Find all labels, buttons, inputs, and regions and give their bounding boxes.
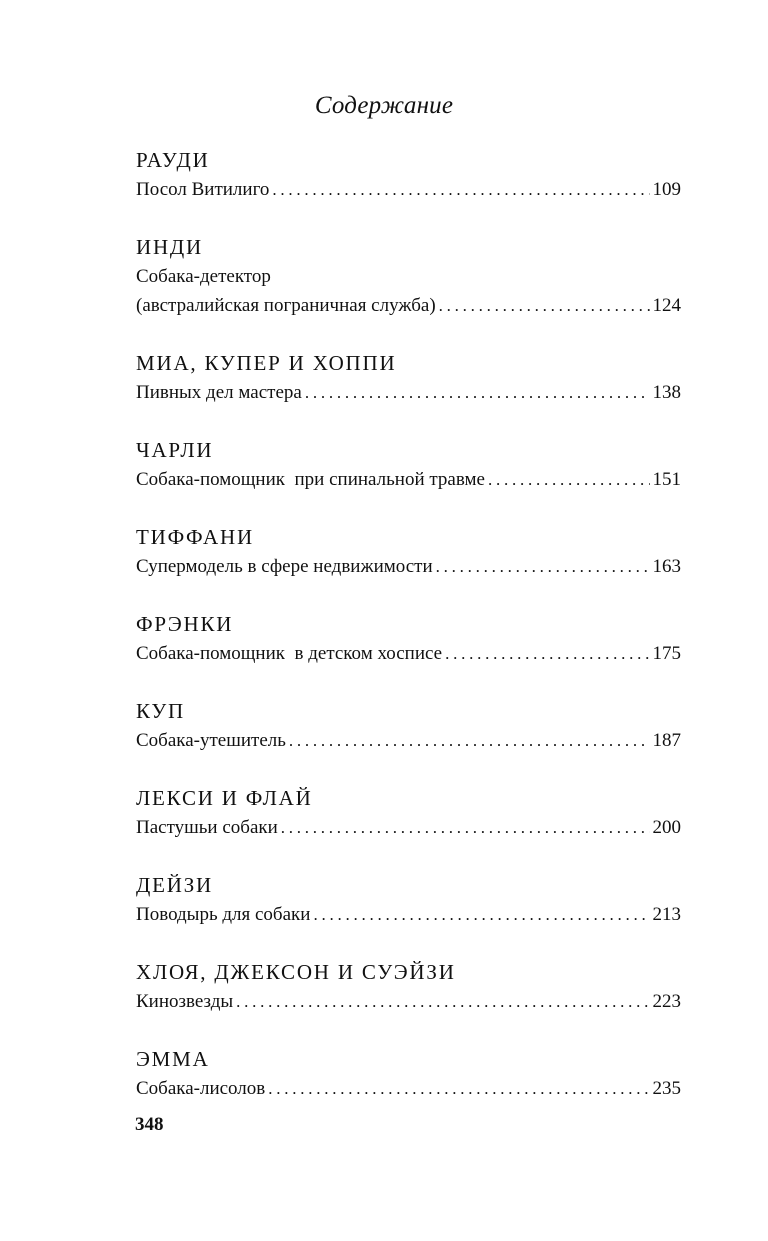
entry-page-number: 223 <box>652 991 681 1012</box>
entry-title: Кинозвезды <box>136 991 234 1012</box>
dot-leader <box>272 175 649 204</box>
dot-leader <box>313 900 649 929</box>
toc-entry <box>136 784 681 842</box>
entry-line <box>136 813 681 842</box>
toc-entry <box>136 697 681 755</box>
entry-line <box>136 987 681 1016</box>
entry-title: Посол Витилиго <box>136 179 270 200</box>
entry-line <box>136 378 681 407</box>
dot-leader <box>439 291 650 320</box>
entry-page-number: 151 <box>652 469 681 490</box>
entry-page-number: 138 <box>652 382 681 403</box>
entry-heading: ТИФФАНИ <box>136 525 254 549</box>
dot-leader <box>436 552 650 581</box>
entry-line <box>136 175 681 204</box>
toc-entry <box>136 610 681 668</box>
entry-title: Собака-помощник при спинальной травме <box>136 469 485 490</box>
toc-entry <box>136 233 681 320</box>
dot-leader <box>268 1074 649 1103</box>
entry-heading: ИНДИ <box>136 235 204 259</box>
toc-entry <box>136 349 681 407</box>
entry-page-number: 235 <box>652 1078 681 1099</box>
entry-page-number: 213 <box>652 904 681 925</box>
entry-heading: ХЛОЯ, ДЖЕКСОН И СУЭЙЗИ <box>136 960 456 984</box>
entry-title: Пастушьи собаки <box>136 817 278 838</box>
dot-leader <box>289 726 650 755</box>
page-title: Содержание <box>314 92 454 119</box>
page-number: 348 <box>135 1114 164 1135</box>
entry-line <box>136 552 681 581</box>
entry-heading: ЧАРЛИ <box>136 438 214 462</box>
entry-line <box>136 726 681 755</box>
entry-heading: ДЕЙЗИ <box>136 873 214 897</box>
entry-line <box>136 1074 681 1103</box>
entry-page-number: 109 <box>652 179 681 200</box>
entry-page-number: 175 <box>652 643 681 664</box>
entry-heading: КУП <box>136 699 186 723</box>
entry-title: Поводырь для собаки <box>136 904 311 925</box>
entry-heading: МИА, КУПЕР И ХОППИ <box>136 351 397 375</box>
toc-entry <box>136 146 681 204</box>
entry-page-number: 187 <box>652 730 681 751</box>
entry-line <box>136 639 681 668</box>
entry-title: Собака-лисолов <box>136 1078 266 1099</box>
toc-entry <box>136 871 681 929</box>
entry-title: Собака-помощник в детском хосписе <box>136 643 443 664</box>
entry-line <box>136 465 681 494</box>
table-of-contents <box>136 146 681 1132</box>
entry-page-number: 200 <box>652 817 681 838</box>
entry-page-number: 163 <box>652 556 681 577</box>
toc-entry <box>136 436 681 494</box>
dot-leader <box>488 465 650 494</box>
entry-subtitle: Собака-детектор <box>136 266 271 287</box>
dot-leader <box>236 987 649 1016</box>
entry-heading: ЭММА <box>136 1047 210 1071</box>
entry-heading: ФРЭНКИ <box>136 612 234 636</box>
entry-heading: РАУДИ <box>136 148 210 172</box>
entry-heading: ЛЕКСИ И ФЛАЙ <box>136 786 313 810</box>
dot-leader <box>445 639 649 668</box>
entry-line <box>136 291 681 320</box>
entry-title: (австралийская пограничная служба) <box>136 295 436 316</box>
entry-page-number: 124 <box>652 295 681 316</box>
dot-leader <box>281 813 650 842</box>
entry-title: Пивных дел мастера <box>136 382 302 403</box>
toc-entry <box>136 523 681 581</box>
toc-entry <box>136 1045 681 1103</box>
dot-leader <box>305 378 650 407</box>
entry-title: Собака-утешитель <box>136 730 286 751</box>
toc-entry <box>136 958 681 1016</box>
entry-line <box>136 900 681 929</box>
entry-title: Супермодель в сфере недвижимости <box>136 556 433 577</box>
